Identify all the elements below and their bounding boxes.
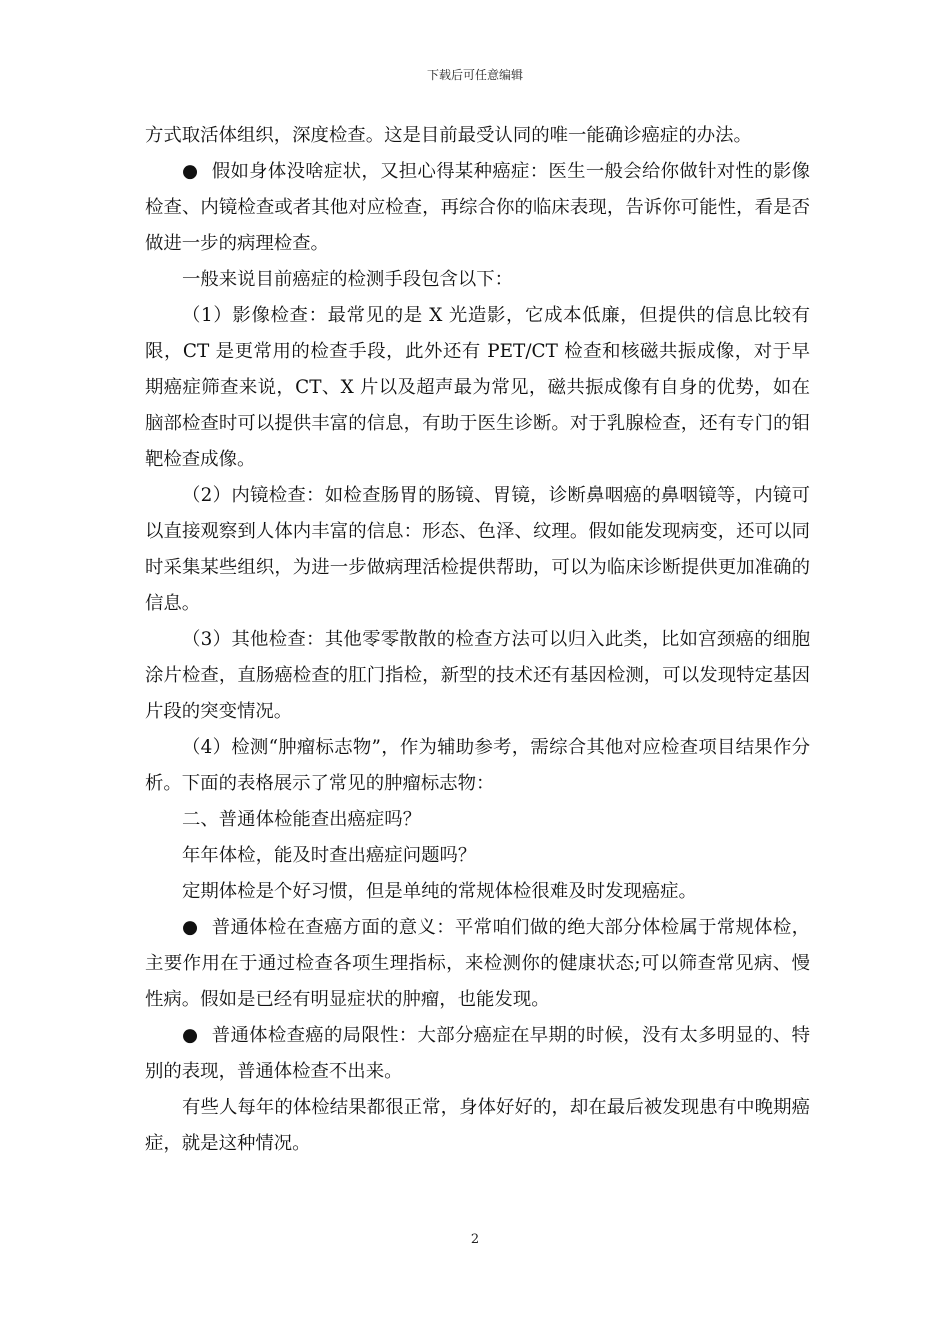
page-number: 2 [470,1232,480,1247]
paragraph-1: 方式取活体组织，深度检查。这是目前最受认同的唯一能确诊癌症的办法。 [145,125,752,146]
paragraph-2: ● 假如身体没啥症状，又担心得某种癌症：医生一般会给你做针对性的影像检查、内镜检查或者其他对应检查，再综合你的临床表现，告诉你可能性，看是否做进一步的病理检查。 [145,154,810,262]
paragraph-3: 一般来说目前癌症的检测手段包含以下： [182,269,514,290]
bullet-icon: ● [182,1025,199,1046]
paragraph-11: ● 普通体检在查癌方面的意义：平常咱们做的绝大部分体检属于常规体检，主要作用在于通过检查各项生理指标，来检测你的健康状态;可以筛查常见病、慢性病。假如是已经有明显症状的肿瘤，也能发现。 [145,910,810,1018]
paragraph-6: （3）其他检查：其他零零散散的检查方法可以归入此类，比如宫颈癌的细胞涂片检查，直肠癌检查的肛门指检，新型的技术还有基因检测，可以发现特定基因片段的突变情况。 [145,629,810,722]
paragraph-12: ● 普通体检查癌的局限性：大部分癌症在早期的时候，没有太多明显的、特别的表现，普通体检查不出来。 [145,1018,810,1090]
paragraph-9: 年年体检，能及时查出癌症问题吗？ [182,845,477,866]
bullet-icon: ● [182,161,199,182]
document-body [145,118,810,1162]
paragraph-10: 定期体检是个好习惯，但是单纯的常规体检很难及时发现癌症。 [182,881,697,902]
paragraph-7: （4）检测“肿瘤标志物”，作为辅助参考，需综合其他对应检查项目结果作分析。下面的表格展示了常见的肿瘤标志物： [145,737,810,794]
paragraph-13: 有些人每年的体检结果都很正常，身体好好的，却在最后被发现患有中晚期癌症，就是这种情况。 [145,1097,810,1154]
paragraph-4: （1）影像检查：最常见的是 X 光造影，它成本低廉，但提供的信息比较有限，CT 是更常用的检查手段，此外还有 PET/CT 检查和核磁共振成像，对于早期癌症筛查来说，CT、X 片以及超声最为常见，磁共振成像有自身的优势，如在脑部检查时可以提供丰富的信息，有助于医生诊断。对于乳腺检查，还有专门的钼靶检查成像。 [145,305,810,470]
section-heading: 二、普通体检能查出癌症吗？ [182,809,422,830]
paragraph-5: （2）内镜检查：如检查肠胃的肠镜、胃镜，诊断鼻咽癌的鼻咽镜等，内镜可以直接观察到人体内丰富的信息：形态、色泽、纹理。假如能发现病变，还可以同时采集某些组织，为进一步做病理活检提供帮助，可以为临床诊断提供更加准确的信息。 [145,485,810,614]
bullet-icon: ● [182,917,199,938]
page-header: 下载后可任意编辑 [426,68,523,82]
